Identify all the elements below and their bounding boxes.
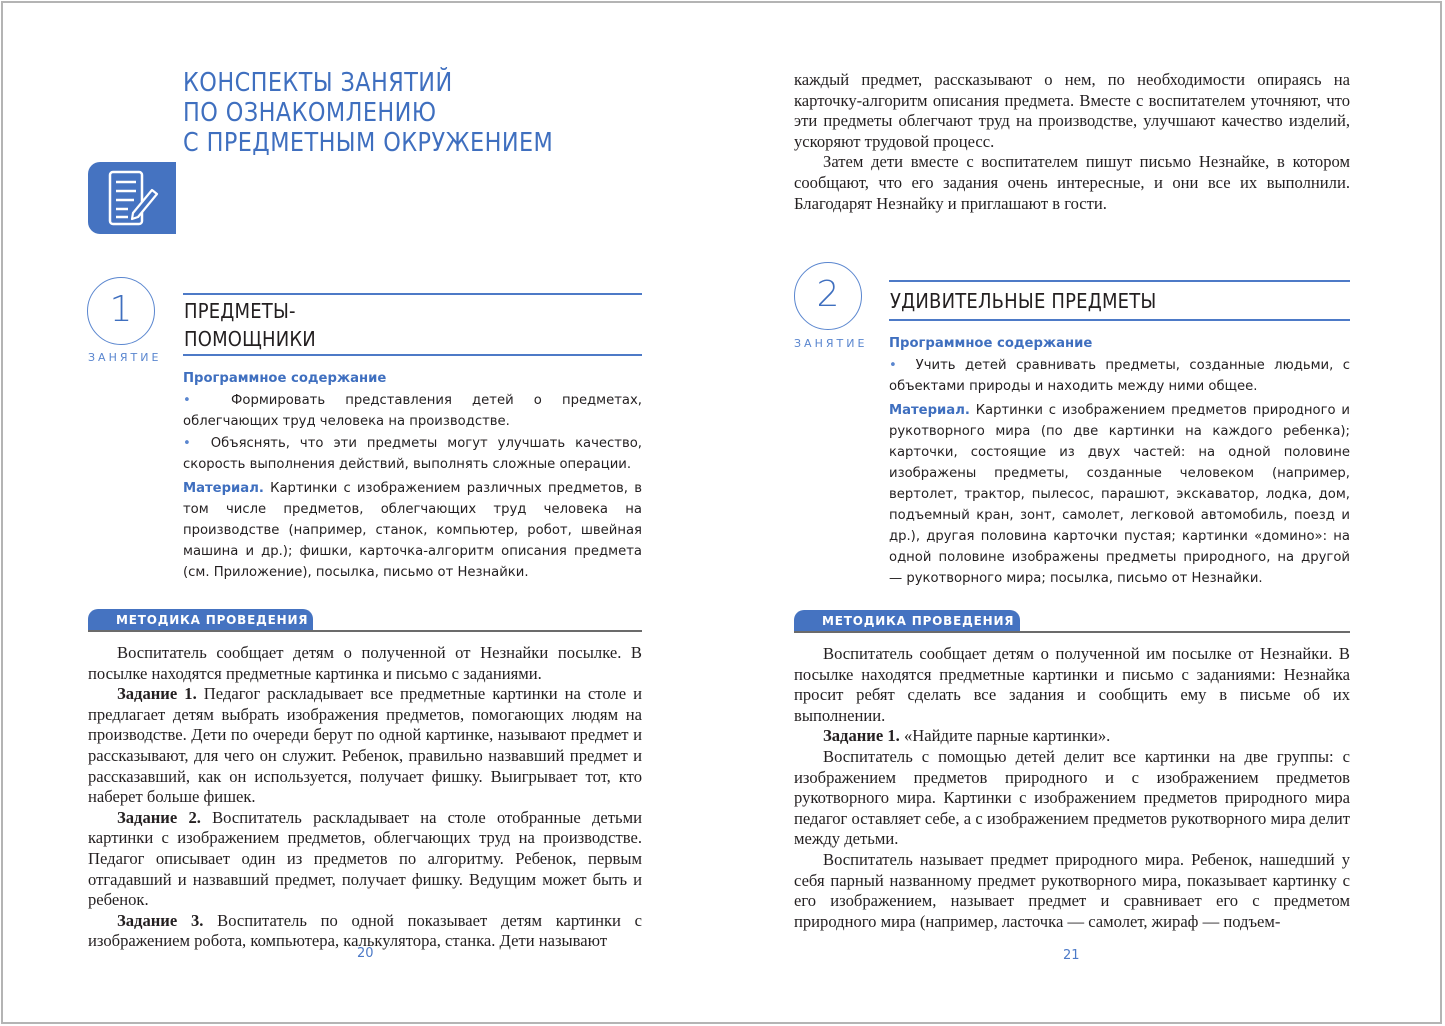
body-paragraph: каждый предмет, рассказывают о нем, по необходимости опираясь на карточку-алгоритм описания предмета. Вместе с воспитателем уточняют, что эти предметы облегчают труд на производстве, улучшают качество изделий, ускоряют трудовой процесс. xyxy=(794,70,1350,151)
left-page xyxy=(0,0,722,1026)
program-content xyxy=(889,333,1350,589)
body-paragraph xyxy=(794,850,1350,932)
task-label: Задание 3. xyxy=(117,910,204,930)
page-number: 21 xyxy=(1063,948,1080,963)
program-content xyxy=(183,368,642,583)
body-paragraph: Затем дети вместе с воспитателем пишут письмо Незнайке, в котором сообщают, что его задания очень интересные, и они все их выполнили. Благодарят Незнайку и приглашают в гости. xyxy=(794,152,1350,213)
program-heading: Программное содержание xyxy=(889,336,1093,351)
lesson-title-rule-top xyxy=(889,280,1350,282)
material-text: Картинки с изображением различных предметов, в том числе предметов, облегчающих труд человека на производстве (например, станок, компьютер, робот, швейная машина и др.); фишки, карточка-алгоритм описания предмета (см. Приложение), посылка, письмо от Незнайки. xyxy=(183,481,642,580)
paragraph-text: Воспитатель с помощью детей делит все картинки на две группы: с изображением предметов природного и с изображением предметов рукотворного мира. Картинки с изображением предметов природного мира педагог оставляет себе, а с изображением предметов рукотворного мира делит между детьми. xyxy=(794,746,1350,849)
lesson-title-rule-bottom xyxy=(889,319,1350,321)
chapter-title-line: С ПРЕДМЕТНЫМ ОКРУЖЕНИЕМ xyxy=(183,128,554,158)
page-number: 20 xyxy=(357,946,374,961)
lesson-title-line: УДИВИТЕЛЬНЫЕ ПРЕДМЕТЫ xyxy=(890,289,1157,313)
program-bullet xyxy=(183,433,642,475)
method-section-tab: МЕТОДИКА ПРОВЕДЕНИЯ xyxy=(88,609,313,631)
body-paragraph xyxy=(88,643,642,684)
lesson-title-rule-top xyxy=(183,293,642,295)
body-paragraph xyxy=(794,747,1350,850)
material-label: Материал. xyxy=(183,481,264,496)
chapter-title-line: КОНСПЕКТЫ ЗАНЯТИЙ xyxy=(183,68,453,98)
body-paragraph xyxy=(794,726,1350,747)
paragraph-text: Воспитатель называет предмет природного мира. Ребенок, нашедший у себя парный названному предмет рукотворного мира, показывает картинку с его изображением, называет предмет и сравнивает его с предметом природного мира (например, ласточка — самолет, жираф — подъем- xyxy=(794,849,1350,931)
document-edit-icon xyxy=(88,162,176,234)
paragraph-text: Воспитатель раскладывает на столе отобранные детьми картинки с изображением предметов, облегчающих труд на производстве. Педагог описывает один из предметов по алгоритму. Ребенок, первым отгадавший и назвавший предмет, получает фишку. Ведущим может быть и ребенок. xyxy=(88,807,642,910)
chapter-title-line: ПО ОЗНАКОМЛЕНИЮ xyxy=(183,98,437,128)
chapter-title xyxy=(183,68,553,158)
program-bullet xyxy=(183,390,642,432)
method-section-tab: МЕТОДИКА ПРОВЕДЕНИЯ xyxy=(794,610,1020,632)
paragraph-text: «Найдите парные картинки». xyxy=(899,726,1111,746)
body-paragraph xyxy=(88,684,642,808)
bullet-text: Объяснять, что эти предметы могут улучшать качество, скорость выполнения действий, выполнять сложные операции. xyxy=(183,436,642,472)
lesson-title-line: ПРЕДМЕТЫ- xyxy=(184,299,296,323)
material-paragraph xyxy=(183,478,642,583)
method-section-rule xyxy=(88,630,642,632)
body-paragraph xyxy=(794,644,1350,726)
lesson-title-line: ПОМОЩНИКИ xyxy=(184,327,316,351)
method-section-rule xyxy=(794,631,1350,633)
method-body xyxy=(794,644,1350,932)
right-page xyxy=(722,0,1445,1026)
paragraph-text: Воспитатель сообщает детям о полученной им посылке от Незнайки. В посылке находятся предметные картинки и письмо с заданиями: Незнайка просит ребят сделать все задания и сообщить ему в письме об их выполнении. xyxy=(794,644,1350,725)
lesson-number-badge: 1 xyxy=(87,277,155,345)
task-label: Задание 1. xyxy=(823,726,900,746)
paragraph-text: Воспитатель сообщает детям о полученной от Незнайки посылке. В посылке находятся предметные картинка и письмо с заданиями. xyxy=(88,643,642,683)
material-paragraph xyxy=(889,400,1350,589)
lesson-number-badge: 2 xyxy=(794,262,862,330)
body-paragraph xyxy=(88,808,642,911)
bullet-text: Формировать представления детей о предметах, облегчающих труд человека на производстве. xyxy=(183,393,643,429)
material-label: Материал. xyxy=(889,403,970,418)
paragraph-text: Воспитатель по одной показывает детям картинки с изображением робота, компьютера, калькулятора, станка. Дети называют xyxy=(88,910,643,951)
lesson-label: ЗАНЯТИЕ xyxy=(88,351,162,364)
method-body xyxy=(88,643,642,952)
program-heading: Программное содержание xyxy=(183,371,387,386)
bullet-icon: • xyxy=(889,358,916,373)
continued-body xyxy=(794,70,1350,214)
bullet-icon: • xyxy=(183,436,211,451)
lesson-title-rule-bottom xyxy=(183,354,642,356)
lesson-title xyxy=(890,287,1156,315)
task-label: Задание 2. xyxy=(117,807,201,827)
bullet-text: Учить детей сравнивать предметы, созданные людьми, с объектами природы и находить между ними общее. xyxy=(889,358,1350,394)
task-label: Задание 1. xyxy=(117,684,197,704)
program-bullet xyxy=(889,355,1350,397)
lesson-label: ЗАНЯТИЕ xyxy=(794,337,868,350)
material-text: Картинки с изображением предметов природного и рукотворного мира (по две картинки на каждого ребенка); карточки, состоящие из двух частей: на одной половине изображены предметы, созданные человеком (например, вертолет, трактор, пылесос, парашют, экскаватор, лодка, дом, подъемный кран, зонт, самолет, легковой автомобиль, поезд и др.), другая половина карточки пустая; картинки «домино»: на одной половине изображены предметы природного, на другой — рукотворного мира; посылка, письмо от Незнайки. xyxy=(889,403,1350,586)
lesson-title xyxy=(184,297,316,353)
paragraph-text: Педагог раскладывает все предметные картинки на столе и предлагает детям выбрать изображения предметов, помогающих людям на производстве. Дети по очереди берут по одной картинке, называют предмет и рассказывают, для чего он служит. Ребенок, правильно назвавший предмет и рассказавший, как он используется, получает фишку. Выигрывает тот, кто наберет больше фишек. xyxy=(88,684,643,807)
bullet-icon: • xyxy=(183,393,232,408)
